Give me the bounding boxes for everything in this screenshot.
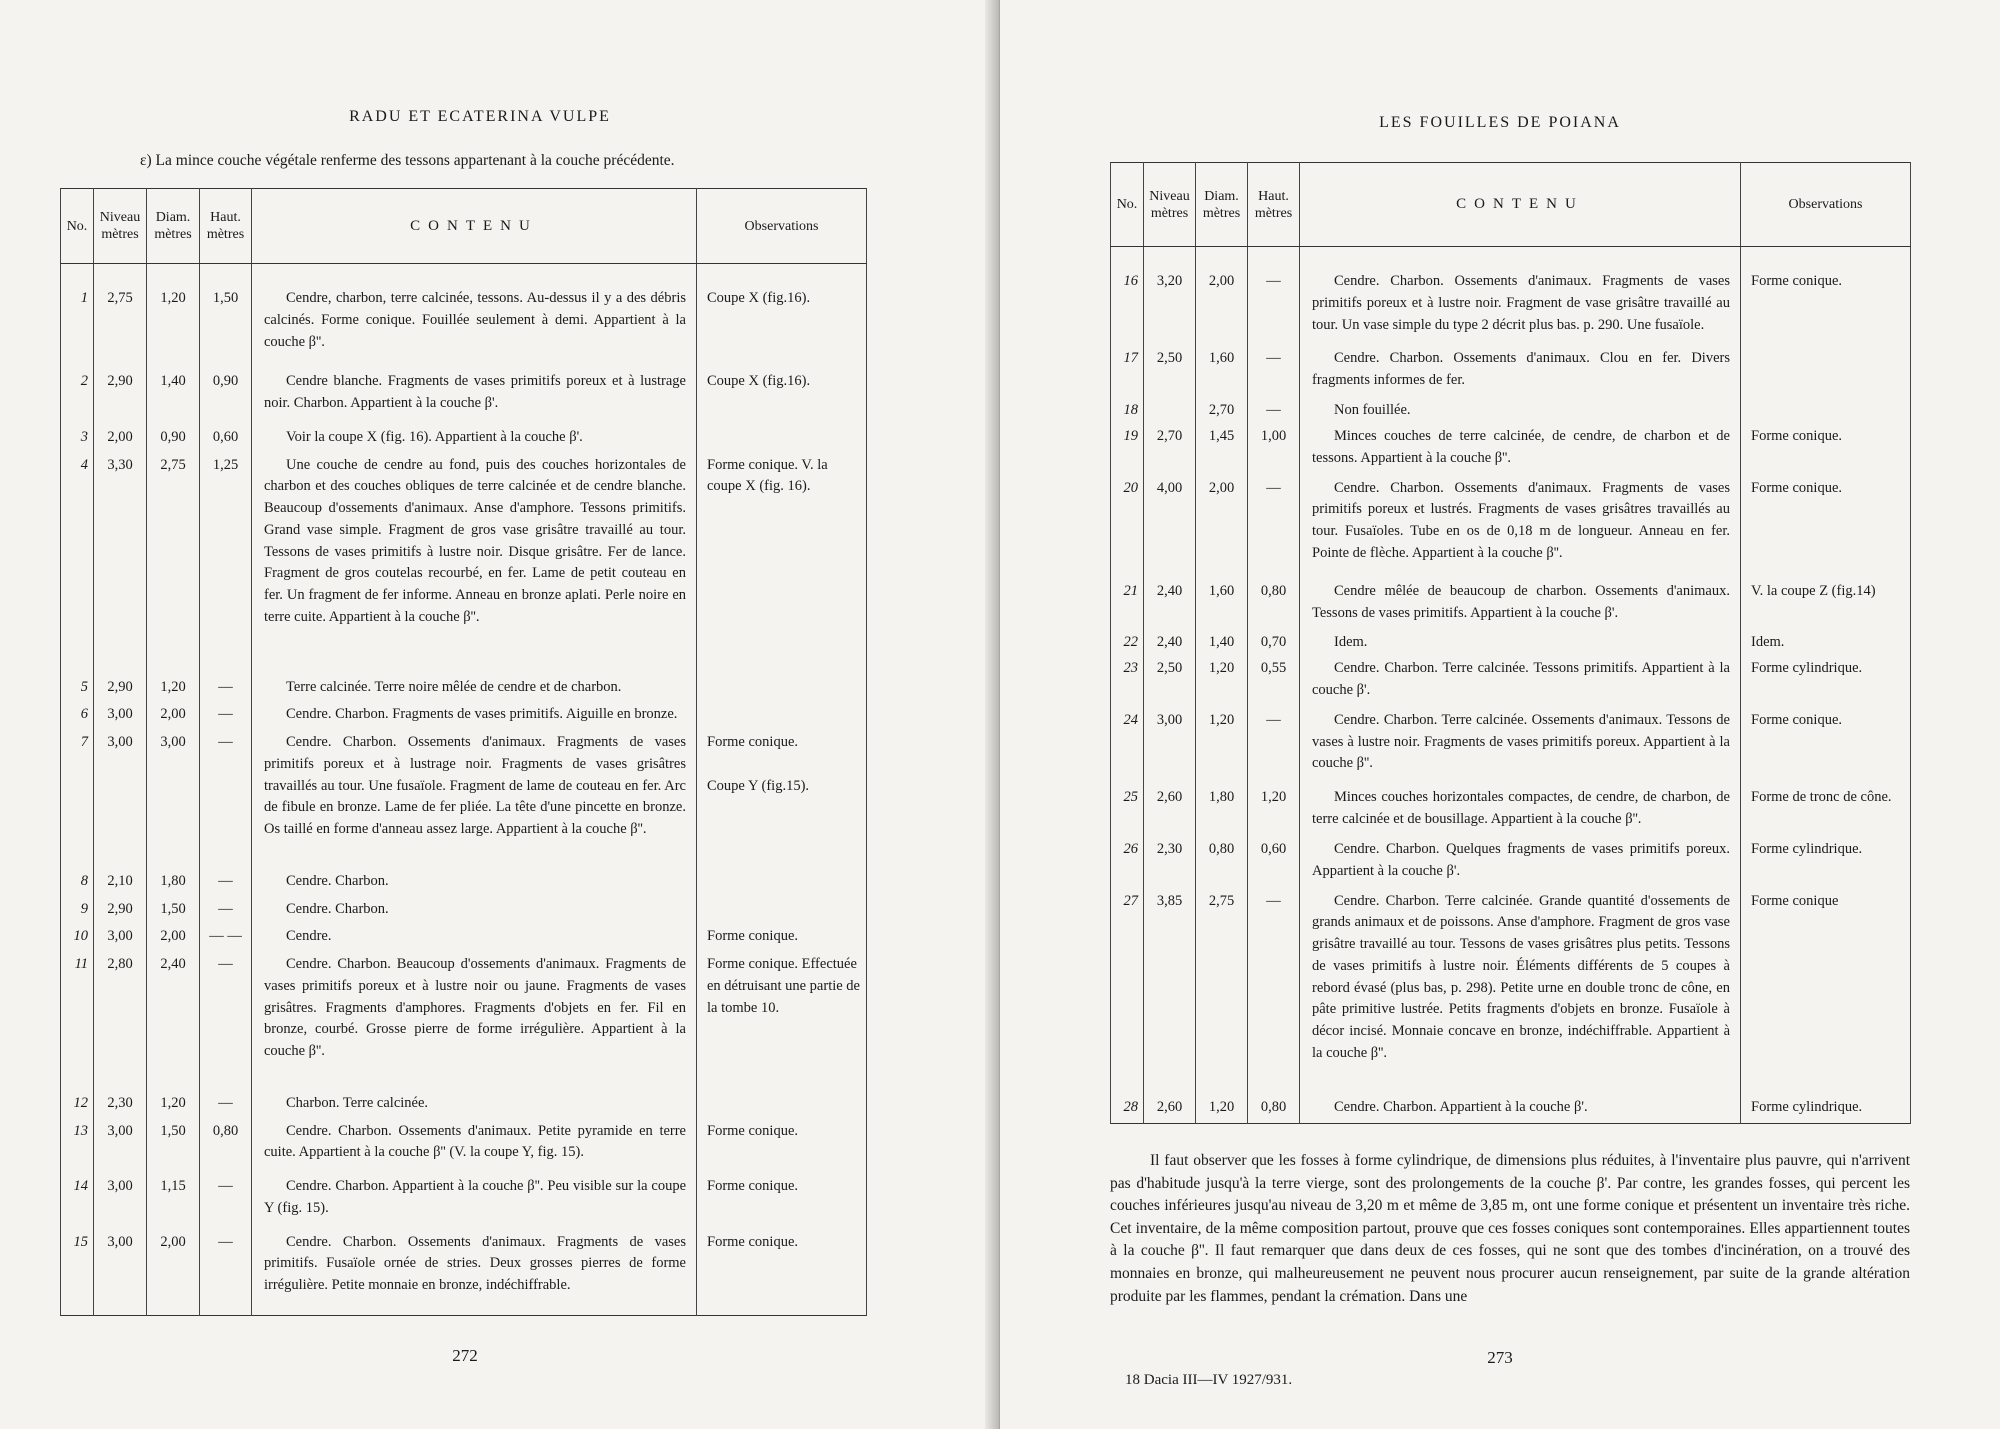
intro-paragraph: ε) La mince couche végétale renferme des tessons appartenant à la couche précédente. xyxy=(140,152,675,169)
col-header-observations: Observations xyxy=(1741,163,1911,247)
haut-cell: — xyxy=(1248,271,1300,348)
observations-cell: Forme conique. xyxy=(697,1232,867,1315)
printer-signature: 18 Dacia III—IV 1927/931. xyxy=(1125,1372,1293,1388)
haut-cell: — xyxy=(1248,478,1300,581)
haut-cell: 1,00 xyxy=(1248,426,1300,478)
diam-cell: 3,00 xyxy=(147,732,200,871)
haut-cell: 0,55 xyxy=(1248,658,1300,710)
row-number: 25 xyxy=(1111,787,1144,839)
haut-cell: 1,25 xyxy=(200,455,252,677)
diam-cell: 2,40 xyxy=(147,954,200,1093)
observations-cell: Idem. xyxy=(1741,632,1911,658)
niveau-cell: 2,30 xyxy=(94,1093,147,1121)
haut-cell: — xyxy=(200,954,252,1093)
diam-cell: 1,20 xyxy=(1196,658,1248,710)
niveau-cell: 2,75 xyxy=(94,288,147,371)
niveau-cell: 2,90 xyxy=(94,371,147,427)
haut-cell: — xyxy=(200,704,252,732)
niveau-cell: 3,00 xyxy=(94,1232,147,1315)
observations-cell: Forme conique. xyxy=(697,1121,867,1177)
observations-cell: Forme conique. V. la coupe X (fig. 16). xyxy=(697,455,867,677)
row-number: 16 xyxy=(1111,271,1144,348)
table-row xyxy=(61,427,867,455)
haut-cell: — xyxy=(1248,348,1300,400)
niveau-cell: 2,70 xyxy=(1144,426,1196,478)
observations-cell xyxy=(697,899,867,927)
col-header-diam: Diam. mètres xyxy=(147,189,200,264)
row-number: 13 xyxy=(61,1121,94,1177)
diam-cell: 1,50 xyxy=(147,1121,200,1177)
row-number: 24 xyxy=(1111,710,1144,787)
niveau-cell: 2,40 xyxy=(1144,581,1196,633)
haut-cell: — xyxy=(1248,710,1300,787)
diam-cell: 1,60 xyxy=(1196,348,1248,400)
niveau-cell: 2,30 xyxy=(1144,839,1196,891)
haut-cell: — — xyxy=(200,926,252,954)
diam-cell: 1,40 xyxy=(147,371,200,427)
table-row xyxy=(61,732,867,871)
haut-cell: 0,60 xyxy=(200,427,252,455)
table-row xyxy=(1111,891,1911,1098)
observations-cell: Forme cylindrique. xyxy=(1741,658,1911,710)
contenu-cell: Cendre. Charbon. Beaucoup d'ossements d'animaux. Fragments de vases primitifs poreux et à lustre noir ou jaune. Fragments de vases grisâtres. Fragments d'amphores. Fragments d'objets en fer. Fil en bronze, courbé. Grosse pierre de forme irrégulière. Appartient à la couche β''. xyxy=(252,954,697,1093)
row-number: 26 xyxy=(1111,839,1144,891)
contenu-cell: Minces couches horizontales compactes, de cendre, de charbon, de terre calcinée et de bousillage. Appartient à la couche β''. xyxy=(1300,787,1741,839)
haut-cell: 0,80 xyxy=(1248,1097,1300,1123)
contenu-cell: Cendre. Charbon. Terre calcinée. Grande quantité d'ossements de grands animaux et de poissons. Anse d'amphore. Fragment de gros vase grisâtre travaillé au tour. Tessons de vases grisâtres plus petits. Tessons de vases primitifs à lustre noir. Éléments différents de 5 coupes à rebord évasé (plus bas, p. 298). Petite urne en double tronc de cône, en pâte primitive lustrée. Petits fragments d'objets en bronze. Fusaïole à décor incisé. Monnaie concave en bronze, indéchiffrable. Appartient à la couche β''. xyxy=(1300,891,1741,1098)
table-row xyxy=(61,677,867,705)
row-number: 22 xyxy=(1111,632,1144,658)
contenu-cell: Cendre. Charbon. Ossements d'animaux. Fragments de vases primitifs poreux et lustrés. Fragments de vases grisâtres travaillés au tour. Fusaïoles. Tube en os de 0,18 m de longueur. Anneau en fer. Pointe de flèche. Appartient à la couche β''. xyxy=(1300,478,1741,581)
row-number: 11 xyxy=(61,954,94,1093)
contenu-cell: Cendre. Charbon. Fragments de vases primitifs. Aiguille en bronze. xyxy=(252,704,697,732)
contenu-cell: Cendre. Charbon. Ossements d'animaux. Fragments de vases primitifs poreux et à lustre noir. Fragment de vase grisâtre travaillé au tour. Un vase simple du type 2 décrit plus bas. p. 290. Une fusaïole. xyxy=(1300,271,1741,348)
contenu-cell: Cendre, charbon, terre calcinée, tessons. Au-dessus il y a des débris calcinés. Forme conique. Fouillée seulement à demi. Appartient à la couche β''. xyxy=(252,288,697,371)
observations-cell: Forme conique. xyxy=(697,1176,867,1232)
filler-row xyxy=(61,1315,867,1316)
observations-cell xyxy=(697,1093,867,1121)
observations-cell: Forme conique. Coupe Y (fig.15). xyxy=(697,732,867,871)
observations-cell xyxy=(697,871,867,899)
niveau-cell: 2,10 xyxy=(94,871,147,899)
row-number: 27 xyxy=(1111,891,1144,1098)
haut-cell: 0,90 xyxy=(200,371,252,427)
row-number: 18 xyxy=(1111,400,1144,426)
running-head-right: LES FOUILLES DE POIANA xyxy=(1379,114,1621,131)
observations-cell xyxy=(697,704,867,732)
diam-cell: 2,00 xyxy=(147,1232,200,1315)
niveau-cell: 3,00 xyxy=(94,926,147,954)
contents-table-right xyxy=(1110,162,1911,1124)
observations-cell: Forme conique. xyxy=(697,926,867,954)
haut-cell: — xyxy=(200,1093,252,1121)
observations-cell: Forme de tronc de cône. xyxy=(1741,787,1911,839)
contenu-cell: Cendre. Charbon. Ossements d'animaux. Petite pyramide en terre cuite. Appartient à la couche β'' (V. la coupe Y, fig. 15). xyxy=(252,1121,697,1177)
diam-cell: 1,45 xyxy=(1196,426,1248,478)
diam-cell: 2,75 xyxy=(1196,891,1248,1098)
col-header-haut: Haut. mètres xyxy=(1248,163,1300,247)
observations-cell: Forme conique. xyxy=(1741,478,1911,581)
row-number: 8 xyxy=(61,871,94,899)
haut-cell: — xyxy=(200,732,252,871)
niveau-cell: 2,50 xyxy=(1144,348,1196,400)
col-header-no: No. xyxy=(61,189,94,264)
observations-cell: V. la coupe Z (fig.14) xyxy=(1741,581,1911,633)
diam-cell: 2,75 xyxy=(147,455,200,677)
niveau-cell: 2,90 xyxy=(94,677,147,705)
page-number-right: 273 xyxy=(1487,1348,1513,1367)
running-head-left: RADU ET ECATERINA VULPE xyxy=(349,108,611,125)
observations-cell: Forme conique. xyxy=(1741,271,1911,348)
diam-cell: 2,70 xyxy=(1196,400,1248,426)
niveau-cell: 3,00 xyxy=(94,704,147,732)
diam-cell: 2,00 xyxy=(147,926,200,954)
diam-cell: 1,20 xyxy=(147,677,200,705)
diam-cell: 1,40 xyxy=(1196,632,1248,658)
niveau-cell: 3,85 xyxy=(1144,891,1196,1098)
observations-cell xyxy=(1741,348,1911,400)
diam-cell: 1,60 xyxy=(1196,581,1248,633)
table-body-right xyxy=(1111,247,1911,1124)
observations-cell xyxy=(1741,400,1911,426)
col-header-contenu: CONTENU xyxy=(1300,163,1741,247)
observations-cell: Forme conique xyxy=(1741,891,1911,1098)
table-row xyxy=(61,899,867,927)
haut-cell: — xyxy=(1248,891,1300,1098)
diam-cell: 0,80 xyxy=(1196,839,1248,891)
haut-cell: 1,50 xyxy=(200,288,252,371)
table-row xyxy=(1111,839,1911,891)
niveau-cell: 3,20 xyxy=(1144,271,1196,348)
niveau-cell: 2,60 xyxy=(1144,787,1196,839)
observations-cell: Coupe X (fig.16). xyxy=(697,288,867,371)
contenu-cell: Cendre. Charbon. Terre calcinée. Ossements d'animaux. Tessons de vases à lustre noir. Fragments de vases primitifs poreux. Appartient à la couche β''. xyxy=(1300,710,1741,787)
contenu-cell: Charbon. Terre calcinée. xyxy=(252,1093,697,1121)
contenu-cell: Cendre. Charbon. Appartient à la couche β''. Peu visible sur la coupe Y (fig. 15). xyxy=(252,1176,697,1232)
haut-cell: — xyxy=(200,899,252,927)
haut-cell: — xyxy=(200,1176,252,1232)
diam-cell: 1,15 xyxy=(147,1176,200,1232)
page-number-left: 272 xyxy=(452,1346,478,1365)
col-header-niveau: Niveau mètres xyxy=(94,189,147,264)
table-row xyxy=(1111,658,1911,710)
niveau-cell: 4,00 xyxy=(1144,478,1196,581)
row-number: 2 xyxy=(61,371,94,427)
row-number: 1 xyxy=(61,288,94,371)
contenu-cell: Cendre. Charbon. Ossements d'animaux. Clou en fer. Divers fragments informes de fer. xyxy=(1300,348,1741,400)
haut-cell: 0,80 xyxy=(1248,581,1300,633)
haut-cell: — xyxy=(200,1232,252,1315)
row-number: 23 xyxy=(1111,658,1144,710)
observations-cell xyxy=(697,677,867,705)
row-number: 19 xyxy=(1111,426,1144,478)
contenu-cell: Cendre. Charbon. Terre calcinée. Tessons primitifs. Appartient à la couche β'. xyxy=(1300,658,1741,710)
col-header-diam: Diam. mètres xyxy=(1196,163,1248,247)
table-row xyxy=(61,1176,867,1232)
contenu-cell: Une couche de cendre au fond, puis des couches horizontales de charbon et des couches obliques de terre calcinée et de cendre blanche. Beaucoup d'ossements d'animaux. Anse d'amphore. Tessons primitifs. Grand vase simple. Fragment de gros vase grisâtre travaillé au tour. Tessons de vases primitifs à lustre noir. Disque grisâtre. Fer de lance. Fragment de gros coutelas recourbé, en fer. Lame de petit couteau en fer. Un fragment de fer informe. Anneau en bronze aplati. Perle noire en terre cuite. Appartient à la couche β''. xyxy=(252,455,697,677)
diam-cell: 1,20 xyxy=(147,1093,200,1121)
col-header-no: No. xyxy=(1111,163,1144,247)
diam-cell: 2,00 xyxy=(147,704,200,732)
niveau-cell: 3,00 xyxy=(94,732,147,871)
row-number: 17 xyxy=(1111,348,1144,400)
diam-cell: 2,00 xyxy=(1196,478,1248,581)
table-row xyxy=(1111,426,1911,478)
niveau-cell: 3,00 xyxy=(1144,710,1196,787)
contents-table-left xyxy=(60,188,867,1316)
niveau-cell: 2,80 xyxy=(94,954,147,1093)
niveau-cell: 2,60 xyxy=(1144,1097,1196,1123)
table-row xyxy=(61,371,867,427)
contenu-cell: Minces couches de terre calcinée, de cendre, de charbon et de tessons. Appartient à la couche β''. xyxy=(1300,426,1741,478)
table-row xyxy=(61,926,867,954)
col-header-niveau: Niveau mètres xyxy=(1144,163,1196,247)
observations-cell: Forme cylindrique. xyxy=(1741,1097,1911,1123)
contenu-cell: Idem. xyxy=(1300,632,1741,658)
diam-cell: 1,50 xyxy=(147,899,200,927)
table-row xyxy=(1111,478,1911,581)
contenu-cell: Cendre. Charbon. xyxy=(252,871,697,899)
table-row xyxy=(61,954,867,1093)
row-number: 15 xyxy=(61,1232,94,1315)
niveau-cell xyxy=(1144,400,1196,426)
niveau-cell: 3,00 xyxy=(94,1176,147,1232)
niveau-cell: 2,50 xyxy=(1144,658,1196,710)
haut-cell: — xyxy=(1248,400,1300,426)
diam-cell: 1,20 xyxy=(1196,710,1248,787)
row-number: 9 xyxy=(61,899,94,927)
contenu-cell: Cendre mêlée de beaucoup de charbon. Ossements d'animaux. Tessons de vases primitifs. Appartient à la couche β'. xyxy=(1300,581,1741,633)
diam-cell: 1,20 xyxy=(147,288,200,371)
table-row xyxy=(61,871,867,899)
table-row xyxy=(61,1093,867,1121)
table-row xyxy=(1111,581,1911,633)
contenu-cell: Cendre. Charbon. Appartient à la couche β'. xyxy=(1300,1097,1741,1123)
table-row xyxy=(61,288,867,371)
spacer-row xyxy=(61,264,867,289)
contenu-cell: Cendre. Charbon. xyxy=(252,899,697,927)
row-number: 14 xyxy=(61,1176,94,1232)
table-row xyxy=(61,455,867,677)
table-row xyxy=(1111,271,1911,348)
contenu-cell: Cendre. xyxy=(252,926,697,954)
row-number: 28 xyxy=(1111,1097,1144,1123)
haut-cell: — xyxy=(200,871,252,899)
haut-cell: 0,70 xyxy=(1248,632,1300,658)
body-paragraph: Il faut observer que les fosses à forme cylindrique, de dimensions plus réduites, à l'inventaire plus pauvre, qui n'arrivent pas d'habitude jusqu'à la terre vierge, sont des prolongements de la couche β'. Par contre, les grandes fosses, qui percent les couches inférieures jusqu'au niveau de 3,20 m et même de 3,85 m, ont une forme conique et présentent un inventaire très riche. Cet inventaire, de la même composition partout, prouve que ces fosses coniques sont contemporaines. Elles appartiennent toutes à la couche β''. Il faut remarquer que dans deux de ces fosses, qui ne sont que des tombes d'incinération, on a trouvé des monnaies en bronze, qui malheureusement ne peuvent nous procurer aucun renseignement, par suite de la grande altération produite par les flammes, pendant la crémation. Dans une xyxy=(1110,1152,1910,1305)
niveau-cell: 2,40 xyxy=(1144,632,1196,658)
spacer-row xyxy=(1111,247,1911,272)
table-row xyxy=(61,1121,867,1177)
filler-row xyxy=(1111,1123,1911,1124)
col-header-contenu: CONTENU xyxy=(252,189,697,264)
niveau-cell: 3,30 xyxy=(94,455,147,677)
haut-cell: 0,80 xyxy=(200,1121,252,1177)
row-number: 21 xyxy=(1111,581,1144,633)
niveau-cell: 3,00 xyxy=(94,1121,147,1177)
table-row xyxy=(1111,632,1911,658)
observations-cell: Forme cylindrique. xyxy=(1741,839,1911,891)
row-number: 20 xyxy=(1111,478,1144,581)
observations-cell: Forme conique. xyxy=(1741,426,1911,478)
contenu-cell: Terre calcinée. Terre noire mêlée de cendre et de charbon. xyxy=(252,677,697,705)
diam-cell: 1,20 xyxy=(1196,1097,1248,1123)
table-row xyxy=(1111,1097,1911,1123)
observations-cell: Coupe X (fig.16). xyxy=(697,371,867,427)
row-number: 4 xyxy=(61,455,94,677)
col-header-haut: Haut. mètres xyxy=(200,189,252,264)
contenu-cell: Cendre. Charbon. Quelques fragments de vases primitifs poreux. Appartient à la couche β'. xyxy=(1300,839,1741,891)
row-number: 12 xyxy=(61,1093,94,1121)
observations-cell: Forme conique. Effectuée en détruisant une partie de la tombe 10. xyxy=(697,954,867,1093)
observations-cell xyxy=(697,427,867,455)
observations-cell: Forme conique. xyxy=(1741,710,1911,787)
contenu-cell: Non fouillée. xyxy=(1300,400,1741,426)
row-number: 6 xyxy=(61,704,94,732)
contenu-cell: Cendre. Charbon. Ossements d'animaux. Fragments de vases primitifs. Fusaïole ornée de stries. Deux grosses pierres de forme irrégulière. Petite monnaie en bronze, indéchiffrable. xyxy=(252,1232,697,1315)
haut-cell: 1,20 xyxy=(1248,787,1300,839)
table-row xyxy=(1111,787,1911,839)
row-number: 7 xyxy=(61,732,94,871)
col-header-observations: Observations xyxy=(697,189,867,264)
right-page xyxy=(1000,0,2000,1429)
row-number: 3 xyxy=(61,427,94,455)
table-body-left xyxy=(61,264,867,1316)
diam-cell: 2,00 xyxy=(1196,271,1248,348)
haut-cell: 0,60 xyxy=(1248,839,1300,891)
table-row xyxy=(61,1232,867,1315)
table-row xyxy=(61,704,867,732)
contenu-cell: Cendre blanche. Fragments de vases primitifs poreux et à lustrage noir. Charbon. Appartient à la couche β'. xyxy=(252,371,697,427)
contenu-cell: Voir la coupe X (fig. 16). Appartient à la couche β'. xyxy=(252,427,697,455)
diam-cell: 0,90 xyxy=(147,427,200,455)
diam-cell: 1,80 xyxy=(147,871,200,899)
row-number: 5 xyxy=(61,677,94,705)
table-row xyxy=(1111,710,1911,787)
niveau-cell: 2,00 xyxy=(94,427,147,455)
diam-cell: 1,80 xyxy=(1196,787,1248,839)
contenu-cell: Cendre. Charbon. Ossements d'animaux. Fragments de vases primitifs poreux et à lustrage noir. Fragments de vases grisâtres travaillés au tour. Une fusaïole. Fragment de lame de couteau en fer. Arc de fibule en bronze. Lame de fer pliée. La tête d'une pincette en bronze. Os taillé en forme d'anneau assez large. Appartient à la couche β''. xyxy=(252,732,697,871)
niveau-cell: 2,90 xyxy=(94,899,147,927)
table-row xyxy=(1111,348,1911,400)
left-page xyxy=(0,0,990,1429)
table-row xyxy=(1111,400,1911,426)
haut-cell: — xyxy=(200,677,252,705)
row-number: 10 xyxy=(61,926,94,954)
